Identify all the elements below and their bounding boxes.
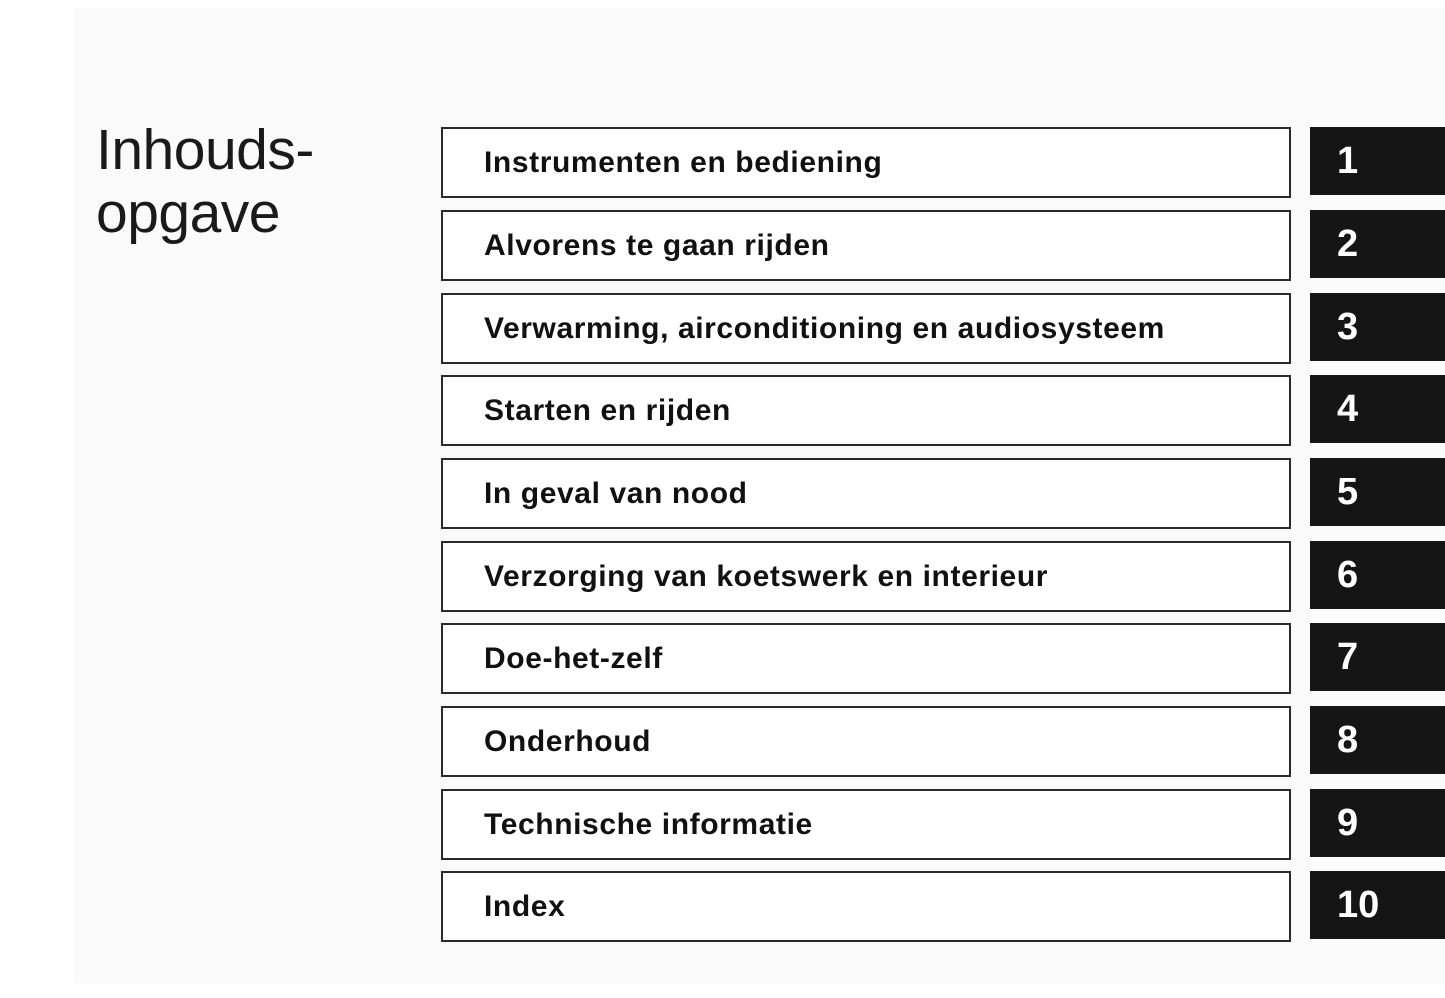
chapter-number: 9 <box>1337 802 1359 844</box>
toc-entry-label: Alvorens te gaan rijden <box>484 229 830 262</box>
toc-entry-box[interactable] <box>441 458 1291 529</box>
chapter-number: 3 <box>1337 306 1359 348</box>
page-title-line-2: opgave <box>96 181 281 245</box>
toc-entry-label: Starten en rijden <box>484 394 731 427</box>
toc-entry-4[interactable] <box>441 375 1445 446</box>
chapter-tab-7[interactable] <box>1310 623 1445 691</box>
toc-entry-10[interactable] <box>441 871 1445 942</box>
toc-entry-label: Doe-het-zelf <box>484 642 663 675</box>
toc-entry-3[interactable] <box>441 293 1445 364</box>
toc-entry-label: Technische informatie <box>484 808 813 841</box>
toc-entry-box[interactable] <box>441 541 1291 612</box>
chapter-tab-6[interactable] <box>1310 541 1445 609</box>
toc-entry-label: Verzorging van koetswerk en interieur <box>484 560 1049 593</box>
toc-entry-box[interactable] <box>441 375 1291 446</box>
chapter-number: 7 <box>1337 636 1359 678</box>
chapter-tab-3[interactable] <box>1310 293 1445 361</box>
toc-entry-8[interactable] <box>441 706 1445 777</box>
toc-entry-label: Onderhoud <box>484 725 652 758</box>
chapter-tab-9[interactable] <box>1310 789 1445 857</box>
toc-entry-box[interactable] <box>441 623 1291 694</box>
chapter-number: 1 <box>1337 140 1359 182</box>
toc-entry-7[interactable] <box>441 623 1445 694</box>
chapter-number: 10 <box>1337 884 1380 926</box>
toc-entry-label: Index <box>484 890 566 923</box>
page-title-line-1: Inhouds- <box>96 118 314 182</box>
toc-entry-label: In geval van nood <box>484 477 748 510</box>
chapter-tab-10[interactable] <box>1310 871 1445 939</box>
toc-entry-5[interactable] <box>441 458 1445 529</box>
toc-entry-box[interactable] <box>441 706 1291 777</box>
chapter-number: 4 <box>1337 388 1359 430</box>
chapter-number: 5 <box>1337 471 1359 513</box>
toc-entry-label: Verwarming, airconditioning en audiosysteem <box>484 312 1165 345</box>
chapter-number: 6 <box>1337 554 1359 596</box>
toc-entry-9[interactable] <box>441 789 1445 860</box>
chapter-tab-8[interactable] <box>1310 706 1445 774</box>
toc-entry-box[interactable] <box>441 210 1291 281</box>
toc-entry-box[interactable] <box>441 293 1291 364</box>
chapter-number: 8 <box>1337 719 1359 761</box>
toc-entry-6[interactable] <box>441 541 1445 612</box>
toc-entry-box[interactable] <box>441 789 1291 860</box>
chapter-tab-5[interactable] <box>1310 458 1445 526</box>
toc-entry-box[interactable] <box>441 127 1291 198</box>
toc-entry-box[interactable] <box>441 871 1291 942</box>
toc-entry-1[interactable] <box>441 127 1445 198</box>
chapter-number: 2 <box>1337 223 1359 265</box>
toc-entry-2[interactable] <box>441 210 1445 281</box>
chapter-tab-2[interactable] <box>1310 210 1445 278</box>
chapter-tab-1[interactable] <box>1310 127 1445 195</box>
chapter-tab-4[interactable] <box>1310 375 1445 443</box>
toc-entry-label: Instrumenten en bediening <box>484 146 883 179</box>
